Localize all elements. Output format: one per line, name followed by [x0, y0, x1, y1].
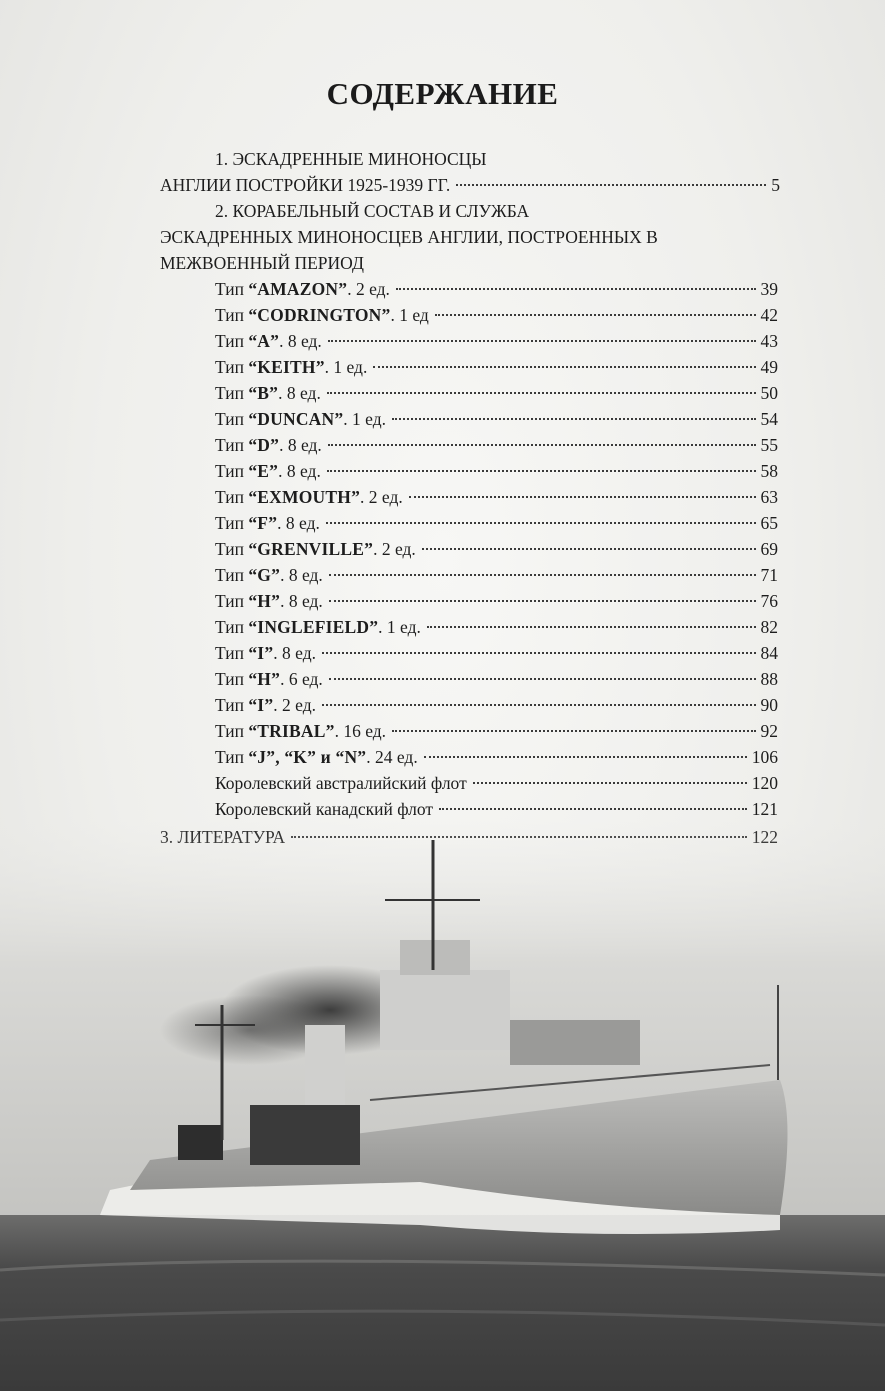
- toc-entry[interactable]: [215, 770, 778, 796]
- toc-entry[interactable]: [215, 458, 778, 484]
- section-2-line-3: МЕЖВОЕННЫЙ ПЕРИОД: [160, 253, 364, 273]
- entry-label: [215, 380, 321, 406]
- page-number: 54: [760, 409, 778, 429]
- page-number: 39: [760, 279, 778, 299]
- page-number: 121: [751, 799, 778, 819]
- entry-label: [215, 744, 418, 770]
- page-number: 84: [760, 643, 778, 663]
- toc-entry[interactable]: [215, 562, 778, 588]
- page-number: 69: [760, 539, 778, 559]
- entry-type-name: “H”: [248, 669, 281, 689]
- toc-entry[interactable]: [215, 614, 778, 640]
- dot-leader: [329, 574, 756, 576]
- toc-entry[interactable]: [215, 328, 778, 354]
- entry-label: [215, 640, 316, 666]
- entry-count: . 8 ед.: [277, 513, 320, 533]
- entry-label: [215, 432, 322, 458]
- entry-type-name: “F”: [248, 513, 278, 533]
- dot-leader: [435, 314, 756, 316]
- entry-prefix: Тип: [215, 747, 249, 767]
- entry-count: . 8 ед.: [278, 461, 321, 481]
- page-number: 42: [760, 305, 778, 325]
- dot-leader: [424, 756, 747, 758]
- entry-count: . 1 ед.: [324, 357, 368, 377]
- page-title: СОДЕРЖАНИЕ: [326, 76, 559, 111]
- dot-leader: [427, 626, 756, 628]
- dot-leader: [329, 678, 756, 680]
- entry-label: [215, 302, 429, 328]
- toc-entry[interactable]: [215, 588, 778, 614]
- entry-count: . 8 ед.: [278, 383, 321, 403]
- entry-prefix: Тип: [215, 461, 249, 481]
- entry-count: . 1 ед.: [343, 409, 386, 429]
- entry-label: [215, 510, 320, 536]
- entry-type-name: “GRENVILLE”: [248, 539, 374, 559]
- entry-label: [215, 328, 322, 354]
- entry-label: [215, 796, 433, 822]
- page-number: 82: [760, 617, 778, 637]
- dot-leader: [409, 496, 756, 498]
- entry-type-name: “DUNCAN”: [248, 409, 344, 429]
- sea: [0, 1215, 885, 1391]
- entry-type-name: “EXMOUTH”: [248, 487, 361, 507]
- entry-prefix: Тип: [215, 487, 249, 507]
- entry-count: . 16 ед.: [334, 721, 387, 741]
- page-number: 88: [760, 669, 778, 689]
- entry-type-name: “KEITH”: [248, 357, 325, 377]
- dot-leader: [422, 548, 756, 550]
- bridge: [380, 970, 510, 1050]
- entry-prefix: Тип: [215, 513, 249, 533]
- page-number: 120: [751, 773, 778, 793]
- dot-leader: [327, 392, 756, 394]
- entry-count: . 8 ед.: [280, 591, 323, 611]
- page-number: 92: [760, 721, 778, 741]
- page-number: 65: [760, 513, 778, 533]
- entry-label: [215, 562, 323, 588]
- toc-entry[interactable]: [215, 354, 778, 380]
- toc-entry[interactable]: [215, 510, 778, 536]
- entry-prefix: Тип: [215, 435, 249, 455]
- entry-label: [215, 276, 390, 302]
- entry-type-name: “D”: [248, 435, 280, 455]
- entry-type-name: “TRIBAL”: [248, 721, 335, 741]
- dot-leader: [392, 418, 756, 420]
- section-2-line-1: 2. КОРАБЕЛЬНЫЙ СОСТАВ И СЛУЖБА: [215, 201, 530, 221]
- entry-prefix: Тип: [215, 305, 249, 325]
- toc-entry[interactable]: [215, 406, 778, 432]
- section-1-line-1: 1. ЭСКАДРЕННЫЕ МИНОНОСЦЫ: [215, 149, 487, 169]
- toc-entry[interactable]: [215, 692, 778, 718]
- entry-type-name: “I”: [248, 643, 274, 663]
- entry-type-name: “AMAZON”: [248, 279, 348, 299]
- entry-prefix: Тип: [215, 617, 249, 637]
- page-number: 58: [760, 461, 778, 481]
- entry-type-name: “A”: [248, 331, 280, 351]
- toc-entry[interactable]: [215, 432, 778, 458]
- entry-prefix: Тип: [215, 695, 249, 715]
- toc-entry[interactable]: [215, 536, 778, 562]
- dot-leader: [322, 652, 756, 654]
- page-number: 76: [760, 591, 778, 611]
- toc-entry[interactable]: [215, 484, 778, 510]
- page-number: 50: [760, 383, 778, 403]
- section-1-line-2: АНГЛИИ ПОСТРОЙКИ 1925-1939 ГГ.: [160, 175, 451, 195]
- entry-type-name: “E”: [248, 461, 279, 481]
- entry-label: [215, 406, 386, 432]
- entry-count: . 8 ед.: [279, 435, 322, 455]
- entry-count: . 8 ед.: [279, 331, 322, 351]
- page-number: 106: [751, 747, 778, 767]
- entry-prefix: Тип: [215, 669, 249, 689]
- entry-count: . 2 ед.: [347, 279, 390, 299]
- entry-label: [215, 484, 403, 510]
- dot-leader: [328, 444, 756, 446]
- entry-prefix: Тип: [215, 357, 249, 377]
- entry-prefix: Тип: [215, 721, 249, 741]
- entry-count: . 6 ед.: [280, 669, 323, 689]
- toc-entry[interactable]: [215, 380, 778, 406]
- entry-type-name: “CODRINGTON”: [248, 305, 391, 325]
- entry-prefix: Тип: [215, 279, 249, 299]
- entry-label: [215, 718, 386, 744]
- entry-prefix: Тип: [215, 539, 249, 559]
- dot-leader: [456, 184, 766, 186]
- dot-leader: [329, 600, 756, 602]
- toc-entry[interactable]: [215, 718, 778, 744]
- entry-count: . 8 ед.: [273, 643, 316, 663]
- dot-leader: [392, 730, 755, 732]
- page-number: 49: [760, 357, 778, 377]
- entry-type-name: “G”: [248, 565, 281, 585]
- entry-prefix: Королевский австралийский флот: [215, 773, 467, 793]
- destroyer-photo: [0, 820, 885, 1391]
- entry-prefix: Тип: [215, 591, 249, 611]
- dot-leader: [396, 288, 756, 290]
- entry-prefix: Тип: [215, 565, 249, 585]
- entry-count: . 1 ед: [390, 305, 429, 325]
- entry-prefix: Тип: [215, 383, 249, 403]
- entry-prefix: Королевский канадский флот: [215, 799, 434, 819]
- toc-entry[interactable]: [215, 276, 778, 302]
- entry-type-name: “J”, “K” и “N”: [248, 747, 367, 767]
- entry-label: [215, 588, 323, 614]
- dot-leader: [322, 704, 756, 706]
- toc-entry[interactable]: [215, 302, 778, 328]
- dot-leader: [473, 782, 747, 784]
- entry-type-name: “I”: [248, 695, 274, 715]
- entry-label: [215, 354, 367, 380]
- page-number: 90: [760, 695, 778, 715]
- entry-type-name: “B”: [248, 383, 279, 403]
- toc-entry[interactable]: [215, 744, 778, 770]
- entry-prefix: Тип: [215, 331, 249, 351]
- entry-type-name: “INGLEFIELD”: [248, 617, 379, 637]
- entry-count: . 2 ед.: [360, 487, 403, 507]
- entry-label: [215, 536, 416, 562]
- dot-leader: [328, 340, 756, 342]
- dot-leader: [439, 808, 747, 810]
- entry-label: [215, 692, 316, 718]
- entry-count: . 1 ед.: [378, 617, 421, 637]
- entry-count: . 2 ед.: [273, 695, 316, 715]
- dot-leader: [327, 470, 756, 472]
- entry-prefix: Тип: [215, 643, 249, 663]
- entry-prefix: Тип: [215, 409, 249, 429]
- entry-count: . 2 ед.: [373, 539, 416, 559]
- entry-count: . 24 ед.: [366, 747, 418, 767]
- entry-label: [215, 770, 467, 796]
- section-1-entry[interactable]: [160, 172, 780, 198]
- page-number: 63: [760, 487, 778, 507]
- page-number: 71: [760, 565, 778, 585]
- page-number: 55: [760, 435, 778, 455]
- entry-type-name: “H”: [248, 591, 281, 611]
- entry-count: . 8 ед.: [280, 565, 323, 585]
- toc-entry[interactable]: [215, 796, 778, 822]
- page-number: 5: [771, 175, 780, 195]
- toc-entry[interactable]: [215, 666, 778, 692]
- section-2-line-2: ЭСКАДРЕННЫХ МИНОНОСЦЕВ АНГЛИИ, ПОСТРОЕННЫХ В: [160, 227, 658, 247]
- dot-leader: [373, 366, 755, 368]
- toc-entry[interactable]: [215, 640, 778, 666]
- entry-label: [215, 666, 323, 692]
- entry-label: [215, 458, 321, 484]
- entry-label: [215, 614, 421, 640]
- dot-leader: [326, 522, 756, 524]
- page-number: 43: [760, 331, 778, 351]
